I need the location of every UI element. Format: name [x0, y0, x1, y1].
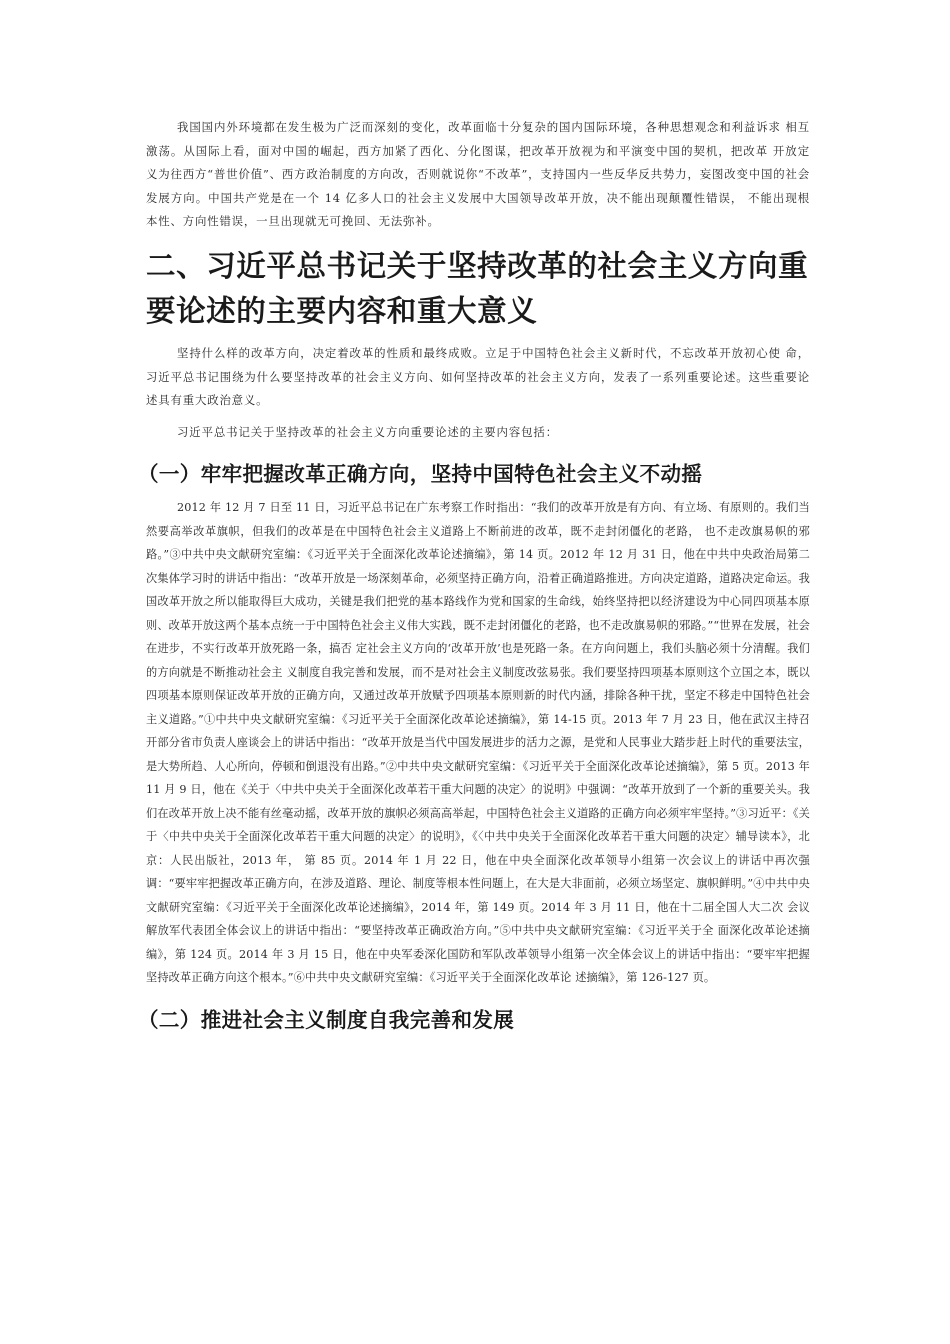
subsection-one-heading: （一）牢牢把握改革正确方向，坚持中国特色社会主义不动摇 — [138, 462, 703, 487]
document-page — [138, 116, 810, 1034]
intro-paragraph: 我国国内外环境都在发生极为广泛而深刻的变化，改革面临十分复杂的国内国际环境，各种思想观念和利益诉求 相互激荡。从国际上看，面对中国的崛起，西方加紧了西化、分化图谋，把改革开放视为和平演变中国的契机，把改革 开放定义为往西方“普世价值”、西方政治制度的方向改，否则就说你“不改革”，支持国内一些反华反共势力，妄图改变中国的社会发展方向。中国共产党是在一个 14 亿多人口的社会主义发展中大国领导改革开放，决不能出现颠覆性错误， 不能出现根本性、方向性错误，一旦出现就无可挽回、无法弥补。 — [146, 120, 810, 229]
subsection-one-body: 2012 年 12 月 7 日至 11 日，习近平总书记在广东考察工作时指出：“我们的改革开放是有方向、有立场、有原则的。我们当然要高举改革旗帜，但我们的改革是在中国特色社会主义道路上不断前进的改革，既不走封闭僵化的老路， 也不走改旗易帜的邪路。”③中共中央文献研究室编：《习近平关于全面深化改革论述摘编》，第 14 页。2012 年 12 月 31 日，他在中共中央政治局第二次集体学习时的讲话中指出：“改革开放是一场深刻革命，必须坚持正确方向，沿着正确道路推进。方向决定道路，道路决定命运。我国改革开放之所以能取得巨大成功，关键是我们把党的基本路线作为党和国家的生命线，始终坚持把以经济建设为中心同四项基本原则、改革开放这两个基本点统一于中国特色社会主义伟大实践，既不走封闭僵化的老路，也不走改旗易帜的邪路。”“世界在发展，社会在进步，不实行改革开放死路一条，搞否 定社会主义方向的‘改革开放’也是死路一条。在方向问题上，我们头脑必须十分清醒。我们的方向就是不断推动社会主 义制度自我完善和发展，而不是对社会主义制度改弦易张。我们要坚持四项基本原则这个立国之本，既以四项基本原则保证改革开放的正确方向，又通过改革开放赋予四项基本原则新的时代内涵，排除各种干扰，坚定不移走中国特色社会主义道路。”①中共中央文献研究室编：《习近平关于全面深化改革论述摘编》，第 14-15 页。2013 年 7 月 23 日，他在武汉主持召开部分省市负责人座谈会上的讲话中指出：“改革开放是当代中国发展进步的活力之源，是党和人民事业大踏步赶上时代的重要法宝，是大势所趋、人心所向，停顿和倒退没有出路。”②中共中央文献研究室编：《习近平关于全面深化改革论述摘编》，第 5 页。2013 年 11 月 9 日，他在《关于〈中共中央关于全面深化改革若干重大问题的决定〉的说明》中强调：“改革开放到了一个新的重要关头。我们在改革开放上决不能有丝毫动摇，改革开放的旗帜必须高高举起，中国特色社会主义道路的正确方向必须牢牢坚持。”③习近平：《关于〈中共中央关于全面深化改革若干重大问题的决定〉的说明》，《〈中共中央关于全面深化改革若干重大问题的决定〉辅导读本》，北京：人民出版社，2013 年， 第 85 页。2014 年 1 月 22 日，他在中央全面深化改革领导小组第一次会议上的讲话中再次强调：“要牢牢把握改革正确方向，在涉及道路、理论、制度等根本性问题上，在大是大非面前，必须立场坚定、旗帜鲜明。”④中共中央文献研究室编：《习近平关于全面深化改革论述摘编》，2014 年，第 149 页。2014 年 3 月 11 日，他在十二届全国人大二次 会议解放军代表团全体会议上的讲话中指出：“要坚持改革正确政治方向。”⑤中共中央文献研究室编：《习近平关于全 面深化改革论述摘编》，第 124 页。2014 年 3 月 15 日，他在中央军委深化国防和军队改革领导小组第一次全体会议上的讲话中指出：“要牢牢把握坚持改革正确方向这个根本。”⑥中共中央文献研究室编：《习近平关于全面深化改革论 述摘编》，第 126-127 页。 — [146, 501, 810, 985]
section-two-paragraph-1: 坚持什么样的改革方向，决定着改革的性质和最终成败。立足于中国特色社会主义新时代，不忘改革开放初心使 命，习近平总书记围绕为什么要坚持改革的社会主义方向、如何坚持改革的社会主义方向，发表了一系列重要论述。这些重要论述具有重大政治意义。 — [146, 345, 810, 408]
section-two-heading: 二、习近平总书记关于坚持改革的社会主义方向重要论述的主要内容和重大意义 — [146, 248, 809, 328]
section-two-paragraph-2: 习近平总书记关于坚持改革的社会主义方向重要论述的主要内容包括： — [177, 424, 559, 439]
subsection-two-heading: （二）推进社会主义制度自我完善和发展 — [138, 1007, 515, 1032]
